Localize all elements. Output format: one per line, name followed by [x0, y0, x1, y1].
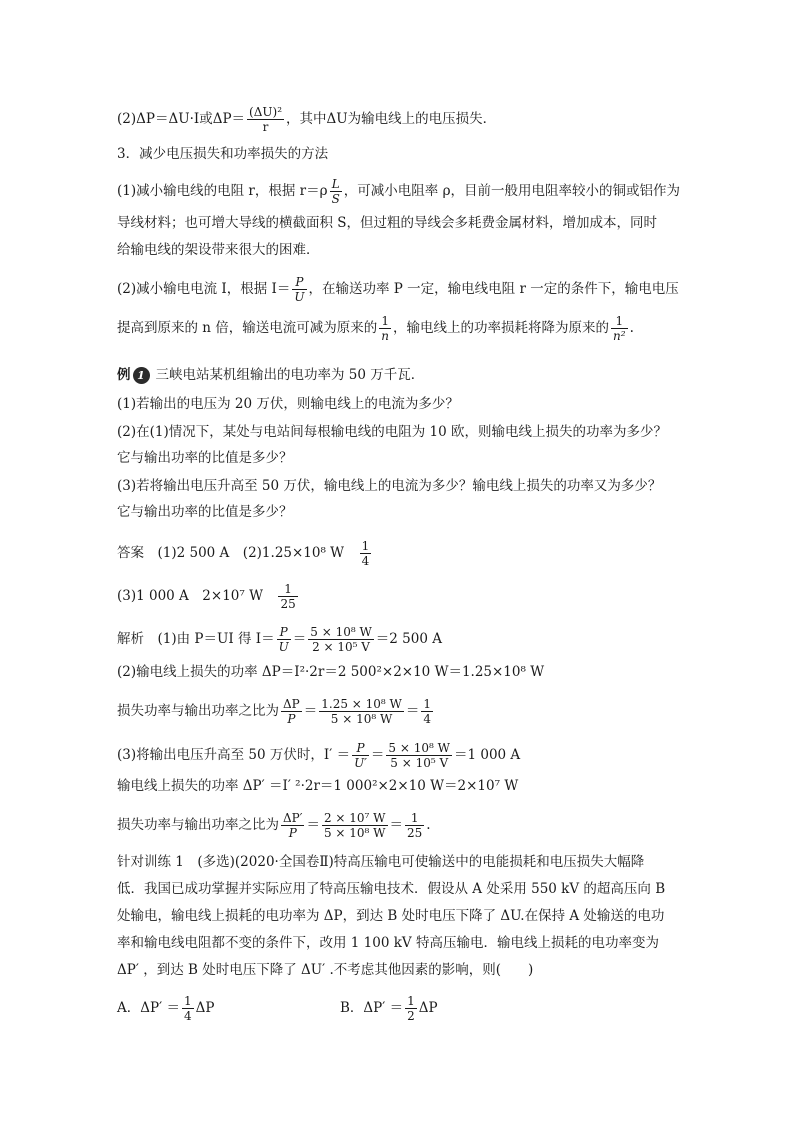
method-2-line-1	[117, 275, 679, 304]
text: ＝1 000 A	[453, 747, 521, 763]
fraction	[421, 697, 433, 726]
solution-line-1	[117, 625, 442, 654]
fraction	[281, 811, 304, 840]
text: 处输电，输电线上损耗的电功率为 ΔP，到达 B 处时电压下降了 ΔU.在保持 A 处输送的电功	[117, 908, 665, 924]
numerator: P	[277, 625, 291, 640]
fraction	[278, 582, 297, 611]
denominator: 2 × 10⁵ V	[312, 640, 370, 654]
denominator: 25	[407, 826, 423, 840]
fraction	[281, 697, 302, 726]
answer-line-2	[117, 582, 300, 611]
formula-line-power-loss	[117, 105, 496, 134]
text: (2)ΔP＝ΔU·I或ΔP＝	[117, 111, 246, 127]
fraction	[277, 625, 291, 654]
denominator: 5 × 10⁸ W	[323, 826, 386, 840]
denominator: 5 × 10⁸ W	[330, 712, 393, 726]
text: 导线材料；也可增大导线的横截面积 S，但过粗的导线会多耗费金属材料，增加成本，同时	[117, 215, 658, 231]
numerator: 5 × 10⁸ W	[388, 741, 450, 755]
numerator: 1	[379, 314, 391, 329]
text: 给输电线的架设带来很大的困难．	[117, 242, 320, 258]
text: (1)若输出的电压为 20 万伏，则输电线上的电流为多少？	[117, 396, 459, 412]
text: 率和输电线电阻都不变的条件下，改用 1 100 kV 特高压输电．输电线上损耗的电功率变为	[117, 935, 659, 951]
method-1-line-1	[117, 177, 680, 206]
text: .	[629, 320, 634, 336]
option-b[interactable]	[340, 994, 438, 1023]
fraction	[182, 994, 194, 1023]
text: (1)减小输电线的电阻 r，根据 r＝ρ	[117, 183, 328, 199]
text: ，其中ΔU为输电线上的电压损失．	[286, 111, 497, 127]
fraction	[247, 105, 284, 134]
text: (3)若将输出电压升高至 50 万伏，输电线上的电流为多少？输电线上损失的功率又为多少？	[117, 478, 662, 494]
text: 损失功率与输出功率之比为	[117, 817, 279, 833]
numerator: 1	[405, 811, 424, 826]
training-line-4	[117, 933, 659, 953]
fraction	[319, 697, 404, 726]
training-line-5	[117, 960, 533, 980]
solution-line-5	[117, 776, 518, 796]
training-line-2	[117, 879, 665, 899]
text: ΔP′ ，到达 B 处时电压下降了 ΔU′ .不考虑其他因素的影响，则( )	[117, 962, 534, 978]
numerator: P	[292, 275, 306, 290]
solution-label: 解析	[117, 631, 144, 647]
question-2-cont	[117, 448, 293, 468]
numerator: ΔP	[283, 697, 300, 711]
denominator: S	[331, 192, 340, 206]
numerator: ΔP′	[283, 811, 303, 825]
method-2-line-2	[117, 314, 634, 343]
fraction	[322, 811, 388, 840]
denominator: 4	[183, 1009, 192, 1023]
text: (2)在(1)情况下，某处与电站间每根输电线的电阻为 10 欧，则输电线上损失的功率为多少？	[117, 424, 668, 440]
text: 三峡电站某机组输出的电功率为 50 万千瓦．	[155, 367, 425, 383]
fraction	[379, 314, 391, 343]
method-1-line-3	[117, 240, 320, 260]
text: ＝	[370, 747, 385, 763]
method-1-line-2	[117, 213, 657, 233]
answer-line-1	[117, 539, 373, 568]
text: 它与输出功率的比值是多少？	[117, 504, 293, 520]
text: ，可减小电阻率 ρ，目前一般用电阻率较小的铜或铝作为	[343, 183, 681, 199]
numerator: 5 × 10⁸ W	[310, 625, 372, 639]
numerator: 1	[361, 539, 370, 553]
denominator: U	[294, 290, 305, 304]
text: ，在输送功率 P 一定，输电线电阻 r 一定的条件下，输电电压	[308, 281, 679, 297]
denominator: 25	[280, 597, 296, 611]
text: 它与输出功率的比值是多少？	[117, 450, 293, 466]
text: (3)将输出电压升高至 50 万伏时，I′ ＝	[117, 747, 351, 763]
text: ，输电线上的功率损耗将降为原来的	[393, 320, 610, 336]
heading-text: 3．减少电压损失和功率损失的方法	[117, 146, 329, 162]
example-intro	[117, 365, 424, 385]
text: ＝	[306, 817, 320, 833]
text: (1)由 P＝UI 得 I＝	[157, 631, 275, 647]
fraction	[292, 275, 306, 304]
section-heading	[117, 144, 328, 164]
solution-line-3	[117, 697, 435, 726]
numerator: P	[352, 741, 369, 756]
example-label: 例	[117, 367, 131, 383]
denominator: r	[262, 120, 269, 134]
example-number-badge: 1	[133, 367, 150, 384]
numerator: 1	[183, 994, 192, 1008]
fraction	[360, 539, 372, 568]
text: B．ΔP′ ＝	[340, 1000, 404, 1016]
numerator: 1	[278, 582, 297, 597]
question-3	[117, 476, 661, 496]
solution-line-2	[117, 662, 544, 682]
fraction	[352, 741, 369, 770]
text: 低．我国已成功掌握并实际应用了特高压输电技术．假设从 A 处采用 550 kV 的超高压向 B	[117, 881, 666, 897]
text: 提高到原来的 n 倍，输送电流可减为原来的	[117, 320, 378, 336]
numerator: L	[330, 177, 342, 192]
text: ＝	[405, 703, 420, 719]
numerator: 1	[611, 314, 628, 329]
text: 损失功率与输出功率之比为	[117, 703, 279, 719]
fraction	[330, 177, 342, 206]
solution-line-6	[117, 811, 431, 840]
numerator: 1.25 × 10⁸ W	[321, 697, 402, 711]
text: ΔP	[418, 1000, 438, 1016]
denominator: 2	[407, 1009, 415, 1023]
denominator: 4	[361, 554, 370, 568]
text: ＝	[292, 631, 307, 647]
option-a[interactable]	[117, 994, 214, 1023]
denominator: 4	[423, 712, 432, 726]
denominator: P	[287, 712, 296, 726]
fraction	[308, 625, 374, 654]
training-line-3	[117, 906, 664, 926]
text: .	[426, 817, 431, 833]
fraction	[405, 811, 424, 840]
numerator: 1	[423, 697, 432, 711]
question-1	[117, 394, 459, 414]
numerator: (ΔU)²	[249, 105, 282, 119]
denominator: U′	[354, 756, 367, 770]
numerator: 2 × 10⁷ W	[323, 811, 386, 825]
fraction	[405, 994, 417, 1023]
denominator: 5 × 10⁵ V	[390, 756, 449, 770]
denominator: n²	[613, 329, 626, 343]
fraction	[386, 741, 452, 770]
text: (1)2 500 A (2)1.25×10⁸ W	[157, 545, 345, 561]
denominator: U	[278, 640, 289, 654]
text: ΔP	[195, 1000, 215, 1016]
text: ＝2 500 A	[375, 631, 442, 647]
denominator: n	[381, 329, 390, 343]
answer-label: 答案	[117, 545, 144, 561]
denominator: P	[288, 826, 297, 840]
text: (2)减小输电电流 I，根据 I＝	[117, 281, 291, 297]
fraction	[611, 314, 628, 343]
text: A．ΔP′ ＝	[117, 1000, 180, 1016]
numerator: 1	[407, 994, 415, 1008]
text: (3)1 000 A 2×10⁷ W	[117, 588, 263, 604]
text: ＝	[303, 703, 318, 719]
solution-line-4	[117, 741, 520, 770]
question-2	[117, 422, 667, 442]
text: ＝	[389, 817, 404, 833]
training-line-1	[117, 852, 644, 872]
question-3-cont	[117, 502, 293, 522]
text: 输电线上损失的功率 ΔP′ ＝I′ ²·2r＝1 000²×2×10 W＝2×10⁷ W	[117, 778, 519, 794]
text: 针对训练 1 (多选)(2020·全国卷Ⅱ)特高压输电可使输送中的电能损耗和电压损失大幅降	[117, 854, 645, 870]
text: (2)输电线上损失的功率 ΔP＝I²·2r＝2 500²×2×10 W＝1.25×10⁸ W	[117, 664, 545, 680]
